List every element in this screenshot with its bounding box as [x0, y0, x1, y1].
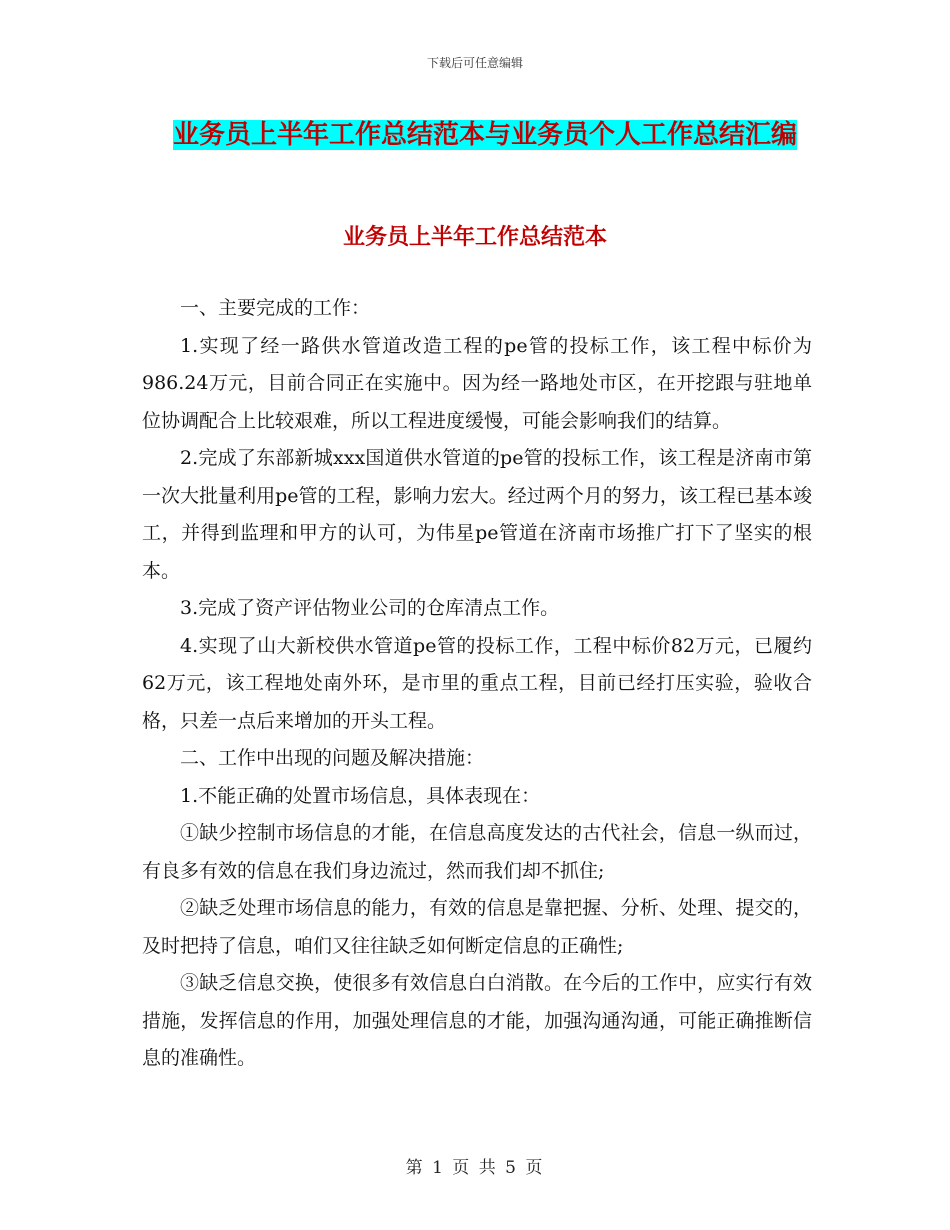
document-title [140, 112, 830, 158]
document-body [142, 290, 812, 1078]
paragraph: ③缺乏信息交换，使很多有效信息白白消散。在今后的工作中，应实行有效措施，发挥信息的作用，加强处理信息的才能，加强沟通沟通，可能正确推断信息的准确性。 [142, 972, 812, 1069]
section-title: 业务员上半年工作总结范本 [342, 224, 607, 250]
page-header: 下载后可任意编辑 [426, 56, 523, 70]
paragraph: 3.完成了资产评估物业公司的仓库清点工作。 [180, 597, 560, 619]
paragraph: 2.完成了东部新城xxx国道供水管道的pe管的投标工作，该工程是济南市第一次大批量利用pe管的工程，影响力宏大。经过两个月的努力，该工程已基本竣工，并得到监理和甲方的认可，为伟星pe管道在济南市场推广打下了坚实的根本。 [142, 447, 812, 582]
page-number: 第 1 页 共 5 页 [405, 1158, 545, 1178]
paragraph: 1.不能正确的处置市场信息，具体表现在： [180, 784, 541, 807]
paragraph: 4.实现了山大新校供水管道pe管的投标工作，工程中标价82万元，已履约62万元，该工程地处南外环，是市里的重点工程，目前已经打压实验，验收合格，只差一点后来增加的开头工程。 [142, 634, 812, 732]
paragraph: 二、工作中出现的问题及解决措施： [180, 747, 485, 769]
paragraph: 1.实现了经一路供水管道改造工程的pe管的投标工作，该工程中标价为986.24万元，目前合同正在实施中。因为经一路地处市区，在开挖跟与驻地单位协调配合上比较艰难，所以工程进度缓慢，可能会影响我们的结算。 [142, 334, 812, 432]
paragraph: ①缺少控制市场信息的才能，在信息高度发达的古代社会，信息一纵而过，有良多有效的信息在我们身边流过，然而我们却不抓住; [142, 822, 812, 882]
paragraph: 一、主要完成的工作： [180, 297, 371, 319]
document-title-text: 业务员上半年工作总结范本与业务员个人工作总结汇编 [172, 120, 797, 150]
paragraph: ②缺乏处理市场信息的能力，有效的信息是靠把握、分析、处理、提交的，及时把持了信息，咱们又往往缺乏如何断定信息的正确性; [142, 897, 812, 957]
